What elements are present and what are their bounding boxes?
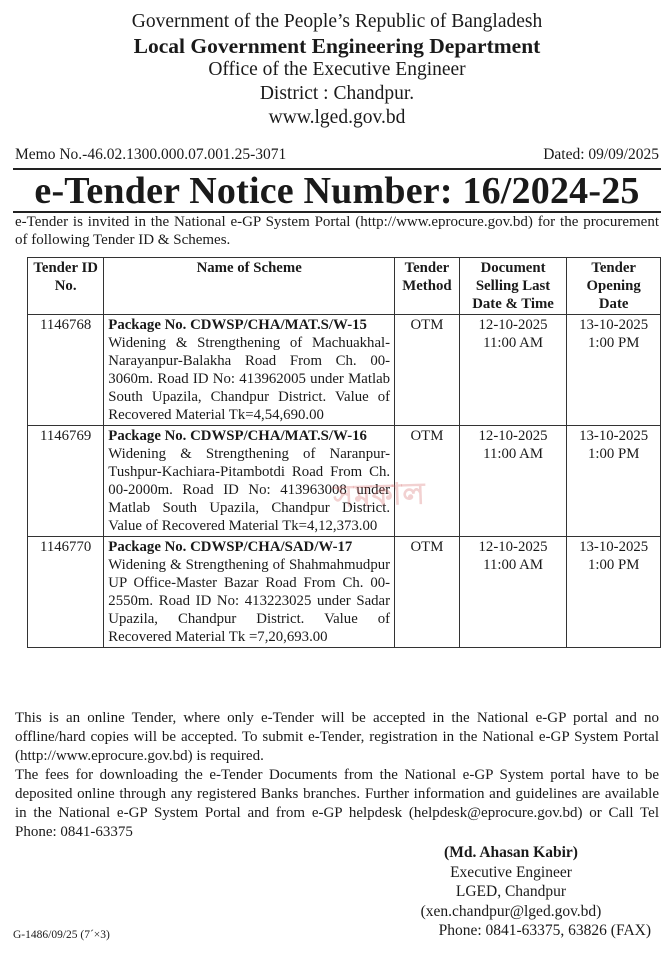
tender-method-cell: OTM [395, 537, 460, 648]
header-selling: Document Selling Last Date & Time [459, 258, 567, 315]
intro-text: e-Tender is invited in the National e-GP System Portal (http://www.eprocure.gov.bd) for the procurement of following Tender ID & Schemes. [15, 214, 659, 248]
opening-date-cell [567, 315, 661, 426]
tender-id-cell: 1146769 [28, 426, 104, 537]
header-method: Tender Method [395, 258, 460, 315]
scheme-cell [104, 315, 395, 426]
signatory-office: LGED, Chandpur [455, 883, 567, 900]
opening-time: 1:00 PM [587, 557, 640, 573]
signatory-phone: Phone: 0841-63375, 63826 (FAX) [438, 922, 651, 939]
opening-date: 13-10-2025 [579, 428, 649, 444]
government-line: Government of the People’s Republic of Bangladesh [131, 11, 543, 32]
scheme-description: Widening & Strengthening of Shahmahmudpur UP Office-Master Bazar Road From Ch. 00-2550m. Road ID No: 413223025 under Sadar Upazila, Chandpur District. Value of Recovered Material Tk =7,20,693.00 [108, 557, 391, 645]
memo-number: Memo No.-46.02.1300.000.07.001.25-3071 [15, 146, 287, 163]
selling-date-cell [459, 315, 567, 426]
header-tender-id: Tender ID No. [28, 258, 104, 315]
selling-date: 12-10-2025 [478, 428, 548, 444]
scheme-description: Widening & Strengthening of Machuakhal-Narayanpur-Balakha Road From Ch. 00-3060m. Road ID No: 413962005 under Matlab South Upazila, Chandpur District. Value of Recovered Material Tk=4,54,690.00 [108, 335, 391, 423]
tender-id-cell: 1146768 [28, 315, 104, 426]
package-number: Package No. CDWSP/CHA/MAT.S/W-15 [108, 317, 367, 333]
selling-date: 12-10-2025 [478, 539, 548, 555]
table-row [28, 537, 661, 648]
signature-block [371, 843, 651, 941]
opening-time: 1:00 PM [587, 446, 640, 462]
opening-time: 1:00 PM [587, 335, 640, 351]
opening-date-cell [567, 537, 661, 648]
tender-table [27, 257, 661, 648]
table-row [28, 315, 661, 426]
header-opening: Tender Opening Date [567, 258, 661, 315]
website-line: www.lged.gov.bd [268, 107, 406, 128]
table-header-row [28, 258, 661, 315]
footer-code: G-1486/09/25 (7´×3) [13, 929, 110, 941]
notice-body [15, 709, 659, 842]
tender-id-cell: 1146770 [28, 537, 104, 648]
notice-title: e-Tender Notice Number: 16/2024-25 [34, 170, 640, 212]
tender-method-cell: OTM [395, 315, 460, 426]
notice-header [13, 10, 661, 130]
online-tender-paragraph: This is an online Tender, where only e-Tender will be accepted in the National e-GP portal and no offline/hard copies will be accepted. To submit e-Tender, registration in the National e-GP System Portal (http://www.eprocure.gov.bd) is required. [15, 710, 659, 764]
district-line: District : Chandpur. [259, 83, 415, 104]
selling-date: 12-10-2025 [478, 317, 548, 333]
selling-time: 11:00 AM [483, 335, 543, 351]
package-number: Package No. CDWSP/CHA/MAT.S/W-16 [108, 428, 367, 444]
tender-notice-page [13, 0, 661, 961]
opening-date: 13-10-2025 [579, 539, 649, 555]
selling-time: 11:00 AM [483, 557, 543, 573]
scheme-description: Widening & Strengthening of Naranpur-Tushpur-Kachiara-Pitambotdi Road From Ch. 00-2000m. Road ID No: 413963008 under Matlab South Upazila, Chandpur District. Value of Recovered Material Tk=4,12,373.00 [108, 446, 391, 534]
memo-date: Dated: 09/09/2025 [543, 146, 659, 163]
fees-paragraph: The fees for downloading the e-Tender Documents from the National e-GP System portal have to be deposited online through any registered Banks branches. Further information and guidelines are available in the National e-GP System Portal and from e-GP helpdesk (helpdesk@eprocure.gov.bd) or Call Tel Phone: 0841-63375 [15, 767, 659, 840]
package-number: Package No. CDWSP/CHA/SAD/W-17 [108, 539, 353, 555]
selling-time: 11:00 AM [483, 446, 543, 462]
opening-date: 13-10-2025 [579, 317, 649, 333]
tender-method-cell: OTM [395, 426, 460, 537]
memo-row [13, 146, 661, 164]
opening-date-cell [567, 426, 661, 537]
signatory-email: (xen.chandpur@lged.gov.bd) [420, 902, 602, 920]
signatory-name: (Md. Ahasan Kabir) [444, 844, 578, 861]
scheme-cell [104, 537, 395, 648]
selling-date-cell [459, 537, 567, 648]
signatory-designation: Executive Engineer [450, 863, 572, 881]
newspaper-watermark: সমকাল [332, 476, 427, 515]
header-scheme: Name of Scheme [104, 258, 395, 315]
department-name: Local Government Engineering Department [133, 34, 541, 58]
office-line: Office of the Executive Engineer [208, 59, 466, 80]
